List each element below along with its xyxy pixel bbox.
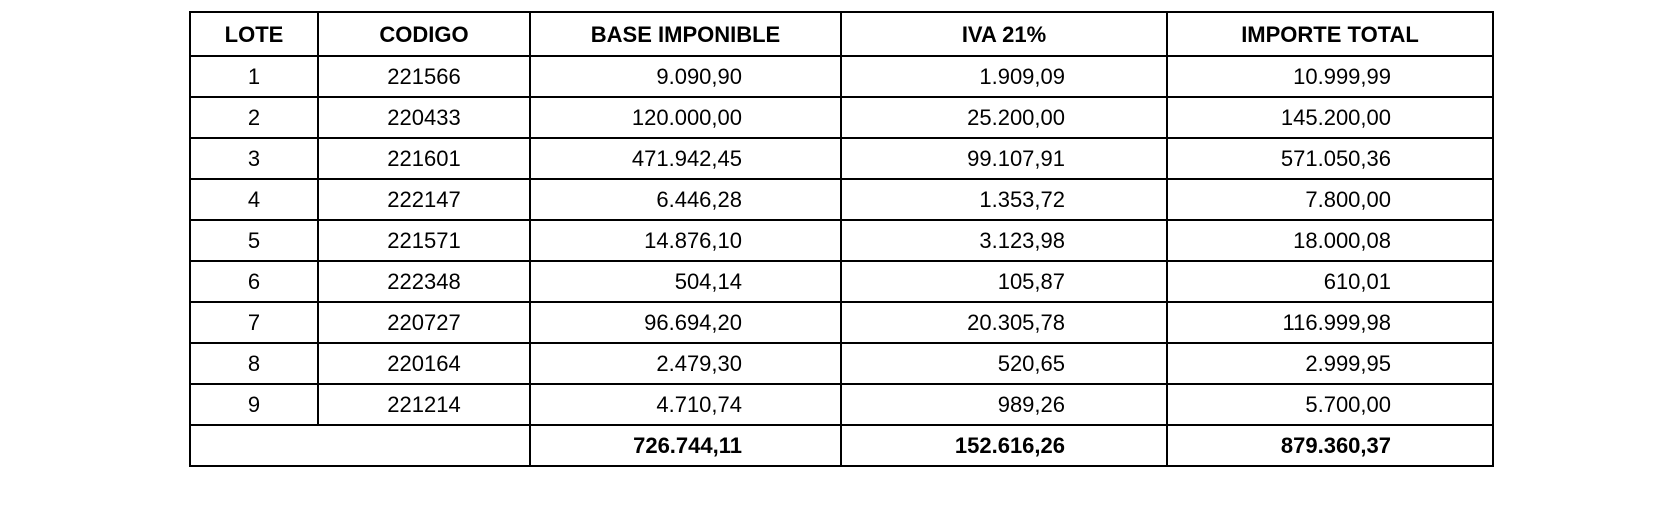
- base-imponible-cell: 120.000,00: [530, 97, 841, 138]
- codigo-cell: 221214: [318, 384, 530, 425]
- base-imponible-cell: 4.710,74: [530, 384, 841, 425]
- codigo-cell: 220164: [318, 343, 530, 384]
- iva-cell: 20.305,78: [841, 302, 1167, 343]
- lote-cell: 2: [190, 97, 318, 138]
- lote-cell: 7: [190, 302, 318, 343]
- importe-total-cell: 10.999,99: [1167, 56, 1493, 97]
- lots-table: [189, 11, 1494, 467]
- codigo-cell: 221601: [318, 138, 530, 179]
- table-row: [190, 220, 1493, 261]
- base-imponible-cell: 9.090,90: [530, 56, 841, 97]
- importe-total-cell: 610,01: [1167, 261, 1493, 302]
- importe-total-cell: 571.050,36: [1167, 138, 1493, 179]
- lote-cell: 9: [190, 384, 318, 425]
- importe-total-cell: 18.000,08: [1167, 220, 1493, 261]
- importe-total-cell: 7.800,00: [1167, 179, 1493, 220]
- header-iva: IVA 21%: [841, 12, 1167, 56]
- totals-empty-cell: [190, 425, 530, 466]
- importe-total-cell: 2.999,95: [1167, 343, 1493, 384]
- lote-cell: 5: [190, 220, 318, 261]
- iva-cell: 105,87: [841, 261, 1167, 302]
- table-row: [190, 179, 1493, 220]
- base-imponible-cell: 2.479,30: [530, 343, 841, 384]
- codigo-cell: 221571: [318, 220, 530, 261]
- iva-cell: 99.107,91: [841, 138, 1167, 179]
- header-lote: LOTE: [190, 12, 318, 56]
- lote-cell: 1: [190, 56, 318, 97]
- iva-cell: 1.353,72: [841, 179, 1167, 220]
- base-imponible-cell: 504,14: [530, 261, 841, 302]
- lote-cell: 3: [190, 138, 318, 179]
- table-row: [190, 261, 1493, 302]
- total-importe: 879.360,37: [1167, 425, 1493, 466]
- iva-cell: 520,65: [841, 343, 1167, 384]
- iva-cell: 25.200,00: [841, 97, 1167, 138]
- codigo-cell: 222348: [318, 261, 530, 302]
- importe-total-cell: 145.200,00: [1167, 97, 1493, 138]
- iva-cell: 1.909,09: [841, 56, 1167, 97]
- importe-total-cell: 116.999,98: [1167, 302, 1493, 343]
- header-base-imponible: BASE IMPONIBLE: [530, 12, 841, 56]
- codigo-cell: 222147: [318, 179, 530, 220]
- base-imponible-cell: 471.942,45: [530, 138, 841, 179]
- table-row: [190, 384, 1493, 425]
- base-imponible-cell: 96.694,20: [530, 302, 841, 343]
- iva-cell: 3.123,98: [841, 220, 1167, 261]
- table-header-row: [190, 12, 1493, 56]
- lote-cell: 4: [190, 179, 318, 220]
- base-imponible-cell: 14.876,10: [530, 220, 841, 261]
- lote-cell: 6: [190, 261, 318, 302]
- table-row: [190, 302, 1493, 343]
- lote-cell: 8: [190, 343, 318, 384]
- table-row: [190, 138, 1493, 179]
- table-row: [190, 56, 1493, 97]
- codigo-cell: 220433: [318, 97, 530, 138]
- totals-row: [190, 425, 1493, 466]
- table-row: [190, 97, 1493, 138]
- header-importe-total: IMPORTE TOTAL: [1167, 12, 1493, 56]
- total-iva: 152.616,26: [841, 425, 1167, 466]
- codigo-cell: 220727: [318, 302, 530, 343]
- total-base-imponible: 726.744,11: [530, 425, 841, 466]
- table-row: [190, 343, 1493, 384]
- header-codigo: CODIGO: [318, 12, 530, 56]
- iva-cell: 989,26: [841, 384, 1167, 425]
- codigo-cell: 221566: [318, 56, 530, 97]
- importe-total-cell: 5.700,00: [1167, 384, 1493, 425]
- base-imponible-cell: 6.446,28: [530, 179, 841, 220]
